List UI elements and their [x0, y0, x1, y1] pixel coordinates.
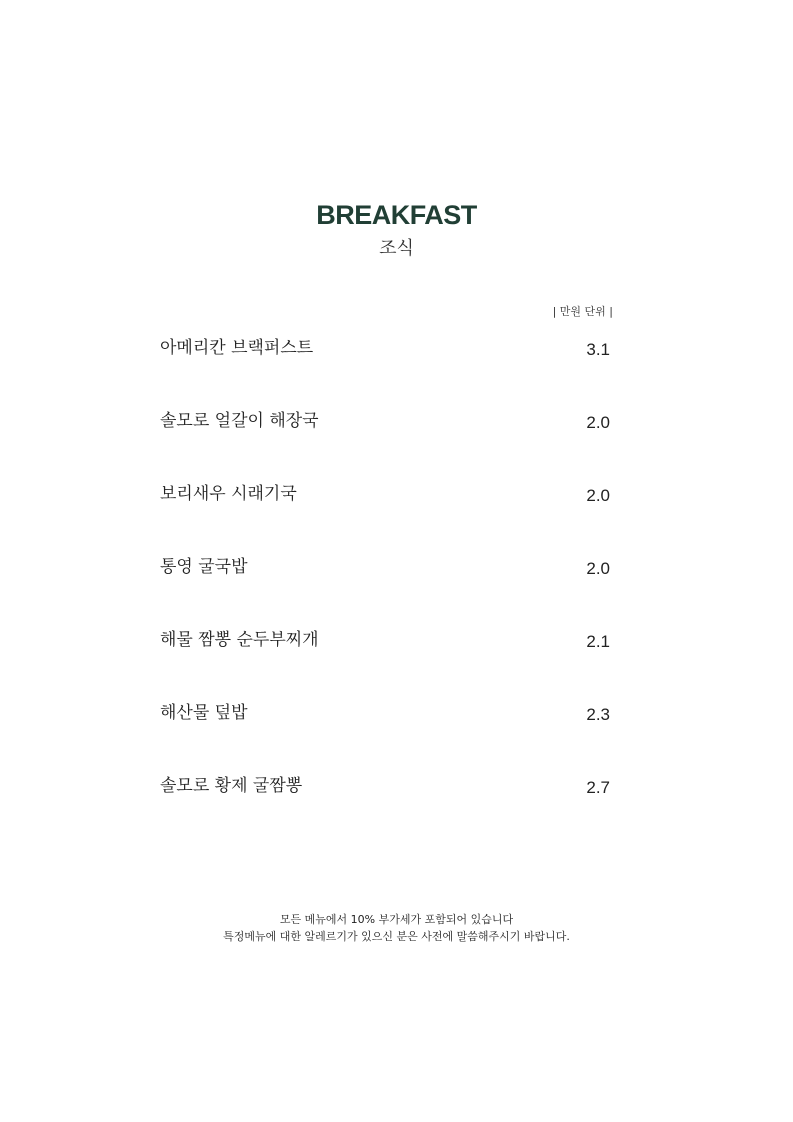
page-subtitle: 조식: [379, 238, 414, 259]
price-unit-note: | 만원 단위 |: [552, 305, 613, 318]
vat-note: 모든 메뉴에서 10% 부가세가 포함되어 있습니다: [279, 913, 514, 926]
allergy-note: 특정메뉴에 대한 알레르기가 있으신 분은 사전에 말씀해주시기 바랍니다.: [223, 930, 570, 943]
menu-item-name: 솔모로 얼갈이 해장국: [160, 411, 319, 431]
menu-item-price: 2.0: [586, 413, 610, 432]
menu-item-name: 보리새우 시래기국: [160, 484, 297, 504]
menu-item-name: 솔모로 황제 굴짬뽕: [160, 776, 303, 796]
menu-item-price: 2.0: [586, 559, 610, 578]
menu-item-name: 통영 굴국밥: [160, 557, 248, 577]
menu-item-name: 해산물 덮밥: [160, 703, 248, 723]
menu-item: [160, 700, 610, 773]
menu-item: [160, 335, 610, 408]
footer-notes: [0, 911, 793, 945]
menu-item-price: 2.1: [586, 632, 610, 651]
menu-item-price: 2.0: [586, 486, 610, 505]
menu-item: [160, 627, 610, 700]
page-title: BREAKFAST: [316, 200, 477, 230]
menu-item: [160, 408, 610, 481]
menu-item-price: 2.7: [586, 778, 610, 797]
menu-item: [160, 554, 610, 627]
menu-item-name: 해물 짬뽕 순두부찌개: [160, 630, 319, 650]
menu-item-price: 3.1: [586, 340, 610, 359]
menu-item-name: 아메리칸 브랙퍼스트: [160, 338, 314, 358]
menu-item-price: 2.3: [586, 705, 610, 724]
menu-list: [160, 335, 610, 846]
menu-item: [160, 773, 610, 846]
menu-item: [160, 481, 610, 554]
